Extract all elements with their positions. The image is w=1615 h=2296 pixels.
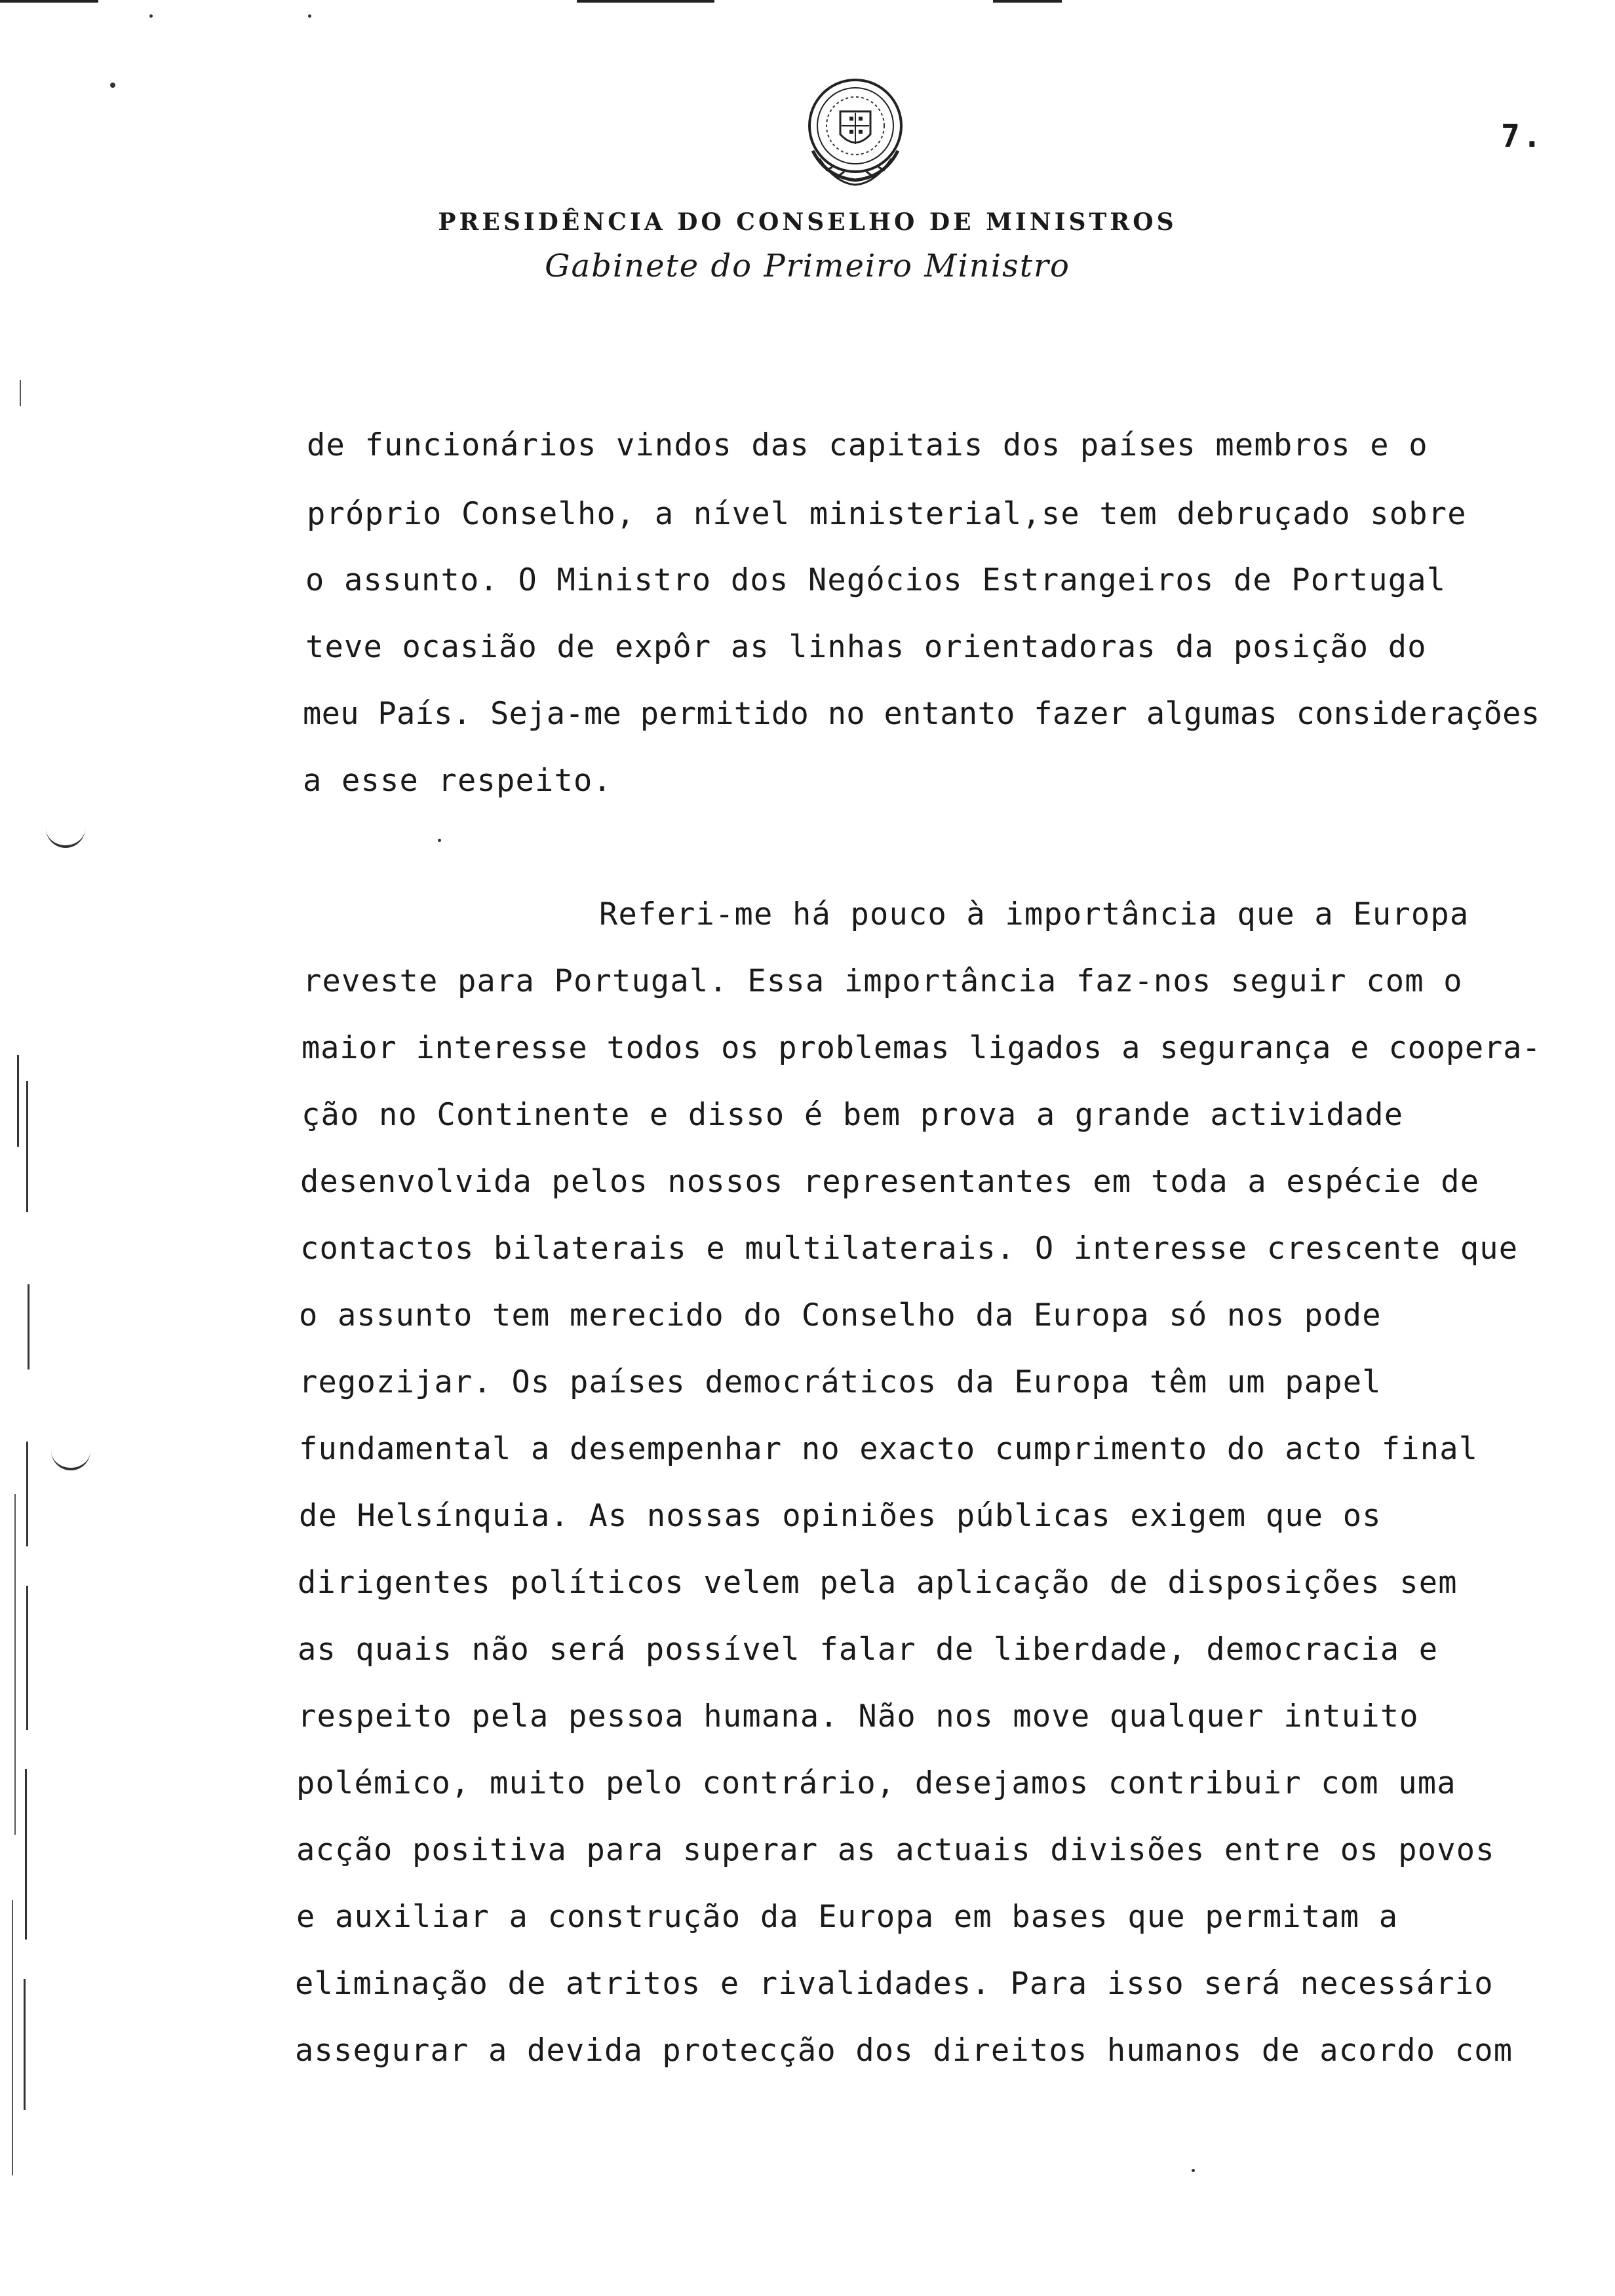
text-line: desenvolvida pelos nossos representantes em toda a espécie de <box>300 1164 1480 1200</box>
binding-mark <box>26 1586 28 1730</box>
text-line: contactos bilaterais e multilaterais. O interesse crescente que <box>300 1231 1519 1267</box>
text-line: próprio Conselho, a nível ministerial,se tem debruçado sobre <box>307 496 1467 532</box>
binding-mark <box>28 1284 29 1369</box>
scan-speck <box>438 839 441 842</box>
text-line: acção positiva para superar as actuais divisões entre os povos <box>296 1832 1495 1868</box>
binding-mark <box>17 1055 19 1147</box>
scan-speck <box>308 14 311 18</box>
text-line: polémico, muito pelo contrário, desejamos contribuir com uma <box>296 1765 1456 1801</box>
text-line: dirigentes políticos velem pela aplicação de disposições sem <box>298 1565 1458 1601</box>
text-line: o assunto. O Ministro dos Negócios Estrangeiros de Portugal <box>305 562 1447 598</box>
binding-mark <box>24 1979 26 2110</box>
text-line: regozijar. Os países democráticos da Europa têm um papel <box>299 1364 1382 1400</box>
office-subtitle: Gabinete do Primeiro Ministro <box>545 248 1070 284</box>
binding-mark <box>14 1494 16 1835</box>
text-line: de funcionários vindos das capitais dos países membros e o <box>307 427 1428 463</box>
binding-mark <box>12 1900 13 2175</box>
binding-mark <box>25 1769 27 1940</box>
organization-title: PRESIDÊNCIA DO CONSELHO DE MINISTROS <box>438 208 1177 236</box>
text-line: Referi-me há pouco à importância que a Europa <box>599 896 1469 932</box>
scan-edge-mark <box>0 0 98 3</box>
page-number: 7. <box>1501 118 1544 155</box>
text-line: assegurar a devida protecção dos direitos humanos de acordo com <box>295 2033 1513 2069</box>
text-line: e auxiliar a construção da Europa em bases que permitam a <box>296 1899 1399 1935</box>
margin-bracket-mark <box>51 1442 90 1470</box>
text-line: reveste para Portugal. Essa importância faz-nos seguir com o <box>303 963 1463 999</box>
text-line: teve ocasião de expôr as linhas orientadoras da posição do <box>305 629 1427 665</box>
text-line: fundamental a desempenhar no exacto cumprimento do acto final <box>299 1431 1479 1467</box>
binding-mark <box>26 1081 28 1212</box>
text-line: eliminação de atritos e rivalidades. Para isso será necessário <box>295 1966 1494 2002</box>
scan-edge-mark <box>577 0 714 3</box>
scan-edge-mark <box>993 0 1062 3</box>
margin-bracket-mark <box>46 819 85 848</box>
text-line: ção no Continente e disso é bem prova a grande actividade <box>302 1097 1404 1133</box>
scan-speck <box>149 14 153 18</box>
text-line: respeito pela pessoa humana. Não nos move qualquer intuito <box>298 1698 1419 1734</box>
text-line: a esse respeito. <box>303 763 612 799</box>
text-line: o assunto tem merecido do Conselho da Europa só nos pode <box>299 1297 1382 1333</box>
binding-mark <box>26 1442 28 1546</box>
binding-mark <box>20 380 21 406</box>
text-line: as quais não será possível falar de liberdade, democracia e <box>298 1632 1439 1668</box>
coat-of-arms-emblem <box>800 72 911 190</box>
scan-speck <box>110 83 115 88</box>
text-line: de Helsínquia. As nossas opiniões públicas exigem que os <box>299 1498 1382 1534</box>
text-line: maior interesse todos os problemas ligados a segurança e coopera- <box>302 1030 1542 1066</box>
scan-speck <box>1192 2169 1195 2172</box>
text-line: meu País. Seja-me permitido no entanto fazer algumas considerações <box>303 696 1540 732</box>
